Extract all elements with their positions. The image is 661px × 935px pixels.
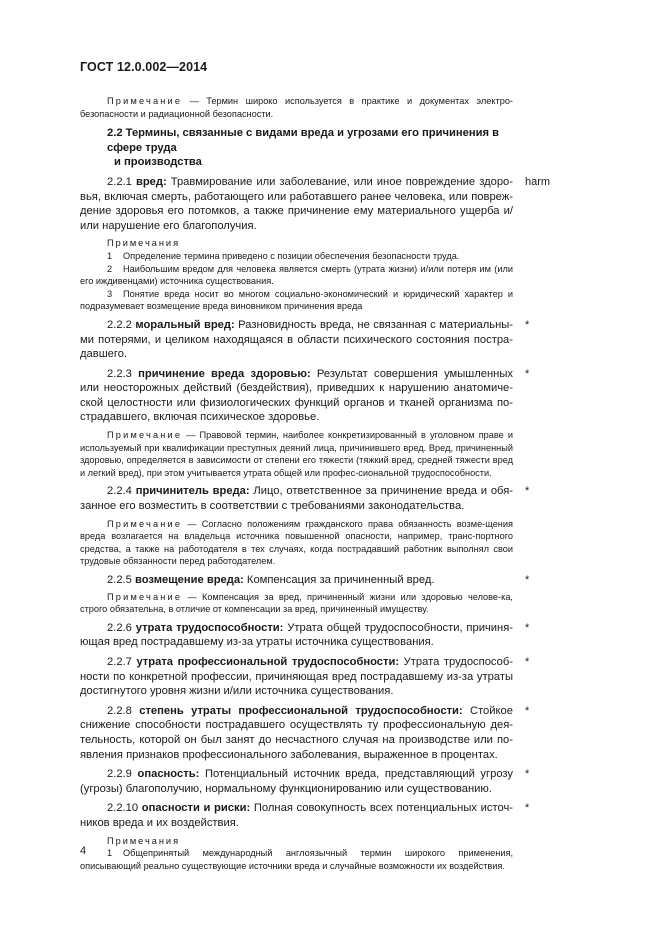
term-marker: *	[525, 318, 530, 331]
section-number: 2.2	[107, 127, 123, 140]
term-entry-2-2-1	[80, 175, 551, 233]
term-entry-2-2-2	[80, 318, 530, 362]
note-item: 1 Определение термина приведено с позиции обеспечения безопасности труда.	[107, 250, 460, 261]
term-entry-2-2-10	[80, 801, 530, 830]
term-definition: Утрата общей трудоспособности, причиня-ющая вред пострадавшему из-за утраты источника существования.	[80, 621, 514, 649]
note-text: — Правовой термин, наиболее конкретизированный в уголовном праве и используемый при квалификации преступных деяний лица, причинившего вред. Вред, причиненный здоровью, определяется в зависимости от степени его тяжести (тяжкий вред, средней тяжести вред и легкий вред), при этом учитывается утрата общей или профес-сиональной трудоспособности.	[80, 430, 513, 478]
term-name: моральный вред:	[135, 318, 235, 331]
term-paragraph	[80, 573, 513, 588]
term-paragraph	[80, 367, 513, 425]
term-entry-2-2-4	[80, 484, 530, 513]
note-label: Примечание	[107, 591, 183, 602]
note-text: — Согласно положениям гражданского права обязанность возме-щения вреда возлагается на владельца источника повышенной опасности, например, транс-портного средства, а также на работодателя в тех случаях, когда пострадавший работник выполнял свои трудовые обязанности перед работодателем.	[80, 518, 513, 567]
notes-label: Примечания	[107, 238, 181, 249]
term-paragraph	[80, 175, 513, 233]
term-number: 2.2.6	[107, 621, 132, 634]
term-number: 2.2.7	[107, 655, 132, 668]
term-name: опасности и риски:	[141, 802, 251, 815]
term-marker: harm	[525, 175, 551, 188]
term-number: 2.2.4	[107, 485, 132, 498]
term-name: вред:	[135, 175, 167, 188]
term-entry-2-2-6	[80, 621, 530, 650]
term-name: причинение вреда здоровью:	[138, 367, 311, 380]
note-label: Примечание	[107, 96, 183, 106]
term-entry-2-2-3	[80, 367, 530, 425]
term-entry-2-2-8	[80, 704, 530, 762]
term-number: 2.2.1	[107, 175, 132, 188]
term-number: 2.2.3	[107, 367, 132, 380]
notes-label: Примечания	[107, 835, 181, 846]
term-definition: Утрата трудоспособ-ности по конкретной профессии, причиняющая вред пострадавшему из-за утраты достигнутого уровня жизни и/или источника существования.	[80, 655, 514, 698]
term-definition: Травмирование или заболевание, или иное повреждение здоро-вья, включая смерть, работающего или работавшего ранее человека, или повреж-дение здоровья его потомков, а также причинение ему материального ущерба и/или нарушение его благополучия.	[80, 175, 513, 232]
term-name: возмещение вреда:	[135, 574, 244, 586]
term-definition: Разновидность вреда, не связанная с материальны-ми потерями, и целиком находящаяся в области психического состояния постра-давшего.	[80, 318, 514, 361]
term-number: 2.2.9	[107, 768, 132, 781]
term-paragraph	[80, 655, 513, 699]
term-marker: *	[525, 367, 530, 380]
term-marker: *	[525, 768, 530, 781]
term-definition: Лицо, ответственное за причинение вреда и обя-занное его возместить в соответствии с требованиями законодательства.	[80, 485, 513, 513]
term-definition: Результат совершения умышленных или неосторожных действий (бездействия), приведших к нарушению анатомиче-ской целостности или физиологических функций органов и тканей организма по-страдавшего, включая психическое здоровье.	[80, 367, 513, 424]
term-paragraph	[80, 621, 513, 650]
term-definition: Потенциальный источник вреда, представляющий угрозу (угрозы) благополучию, нормальному функционированию или существованию.	[80, 768, 514, 795]
term-paragraph	[80, 318, 513, 362]
note-label: Примечание	[107, 518, 183, 529]
term-number: 2.2.2	[107, 318, 132, 331]
term-note	[80, 518, 513, 568]
note-label: Примечание	[107, 430, 183, 441]
term-definition: Компенсация за причиненный вред.	[246, 574, 435, 586]
term-marker: *	[525, 704, 530, 717]
term-marker: *	[525, 655, 530, 668]
term-name: утрата профессиональной трудоспособности:	[136, 655, 400, 668]
term-paragraph	[80, 704, 513, 762]
note-top	[80, 95, 513, 120]
document-header: ГОСТ 12.0.002—2014	[80, 60, 208, 74]
document-body	[80, 95, 551, 872]
note-item: 3 Понятие вреда носит во многом социально-экономический и юридический характер и подразумевает возмещение вреда виновником причинения вреда	[80, 288, 513, 312]
term-definition: Стойкое снижение способности пострадавшего осуществлять ту профессиональную дея-тельность, которой он был занят до несчастного случая на производстве или по-явления признаков профессионального заболевания, выраженное в процентах.	[80, 704, 513, 761]
note-item: 2 Наибольшим вредом для человека является смерть (утрата жизни) и/или потеря им (или его иждивенцами) источника существования.	[80, 263, 513, 287]
note-item: 1 Общепринятый международный англоязычный термин широкого применения, описывающий реально существующие источники вреда и случайные возможности их воздействия.	[80, 848, 513, 871]
term-paragraph	[80, 767, 513, 796]
term-number: 2.2.10	[107, 802, 139, 815]
term-marker: *	[525, 621, 530, 634]
term-marker: *	[525, 802, 530, 815]
term-name: опасность:	[137, 768, 200, 781]
note-text: — Компенсация за вред, причиненный жизни или здоровью челове-ка, строго обязательна, в отличие от компенсации за вред, причиненный имуществу.	[80, 591, 513, 615]
note-text: — Термин широко используется в практике и документах электро-безопасности и радиационной безопасности.	[80, 96, 513, 119]
term-paragraph	[80, 484, 513, 513]
term-name: степень утраты профессиональной трудоспособности:	[139, 704, 463, 717]
term-paragraph	[80, 801, 513, 830]
term-entry-2-2-7	[80, 655, 530, 699]
term-number: 2.2.5	[107, 574, 132, 586]
term-marker: *	[525, 574, 530, 586]
term-note	[80, 429, 513, 479]
term-entry-2-2-9	[80, 767, 530, 796]
term-name: причинитель вреда:	[135, 485, 250, 498]
section-title-line2: и производства	[114, 156, 202, 169]
term-definition: Полная совокупность всех потенциальных источ-ников вреда и их воздействия.	[80, 802, 513, 829]
page-number: 4	[80, 845, 87, 857]
term-marker: *	[525, 485, 530, 498]
section-heading	[80, 126, 513, 170]
term-number: 2.2.8	[107, 704, 132, 717]
term-name: утрата трудоспособности:	[135, 621, 284, 634]
term-note	[80, 591, 513, 616]
term-entry-2-2-5	[80, 573, 530, 588]
section-title-line1: Термины, связанные с видами вреда и угрозами его причинения в сфере труда	[107, 127, 500, 154]
